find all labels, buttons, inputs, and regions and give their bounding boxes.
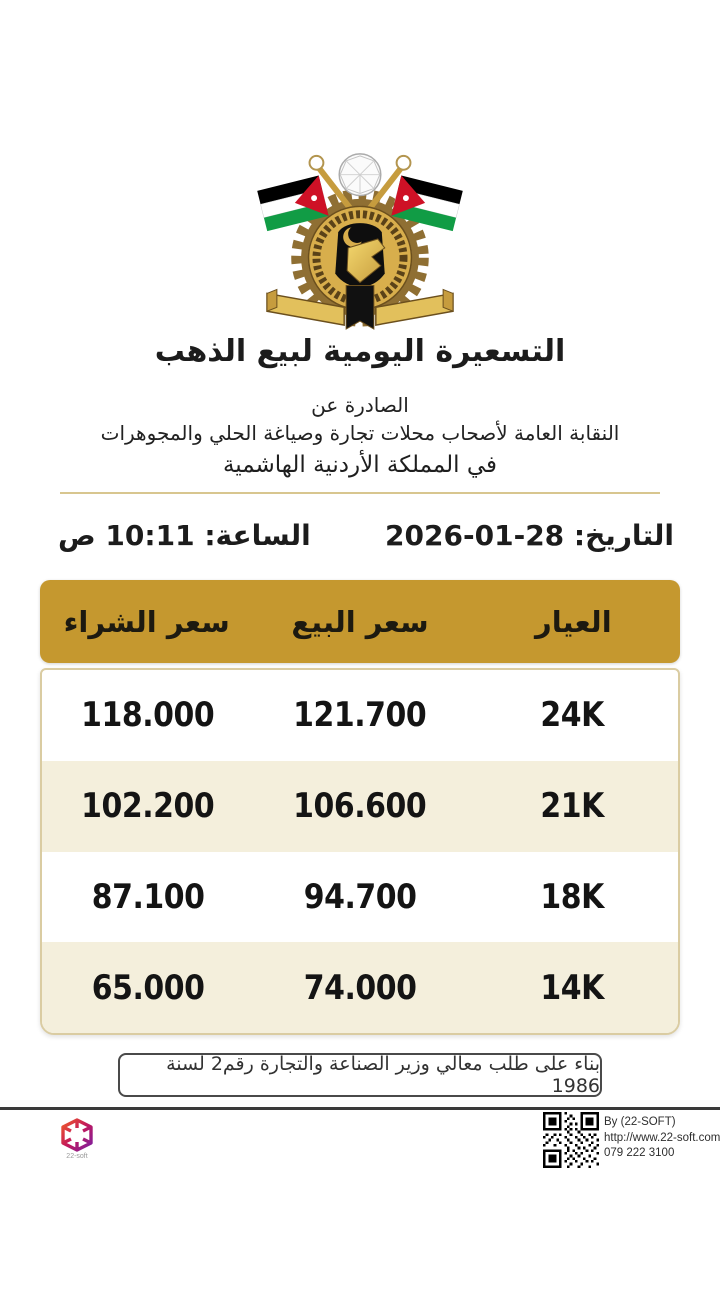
issuer-name: النقابة العامة لأصحاب محلات تجارة وصياغة الحلي والمجوهرات [100, 421, 620, 445]
country-line: في المملكة الأردنية الهاشمية [222, 452, 498, 478]
column-header-karat: العيار [535, 604, 612, 639]
22soft-logo-caption: 22-soft [66, 1153, 88, 1160]
date-value [385, 519, 674, 552]
karat-cell: 14K [540, 967, 604, 1008]
column-header-sell: سعر البيع [291, 604, 429, 639]
table-row-24k [42, 670, 678, 761]
sell-price-cell: 106.600 [293, 786, 427, 827]
price-table-body [40, 668, 680, 1035]
sell-price-cell: 94.700 [303, 876, 417, 917]
karat-cell: 21K [540, 786, 604, 827]
table-row-14k [42, 942, 678, 1033]
page-title: التسعيرة اليومية لبيع الذهب [154, 334, 566, 369]
syndicate-emblem-icon [252, 145, 468, 333]
sell-price-cell: 74.000 [303, 967, 417, 1008]
table-row-18k [42, 852, 678, 943]
date-label: التاريخ: [573, 518, 674, 552]
footer-credits [604, 1115, 720, 1162]
buy-price-cell: 118.000 [81, 695, 215, 736]
issued-by-label: الصادرة عن [311, 393, 409, 417]
footer-by: By (22-SOFT) [604, 1116, 676, 1128]
footer-phone: 079 222 3100 [604, 1147, 675, 1159]
price-table-header [40, 580, 680, 663]
footer-url: http://www.22-soft.com [604, 1131, 720, 1144]
time-value [58, 519, 311, 552]
table-row-21k [42, 761, 678, 852]
date-time-row [40, 512, 680, 558]
buy-price-cell: 87.100 [91, 876, 205, 917]
karat-cell: 18K [540, 876, 604, 917]
column-header-buy: سعر الشراء [63, 604, 230, 639]
divider [60, 492, 660, 494]
qr-code-icon [543, 1112, 599, 1168]
buy-price-cell: 65.000 [91, 967, 205, 1008]
legal-note [118, 1053, 602, 1097]
legal-note-text: بناء على طلب معالي وزير الصناعة والتجارة رقم2 لسنة 1986 [166, 1053, 600, 1097]
buy-price-cell: 102.200 [81, 786, 215, 827]
footer-divider [0, 1107, 720, 1110]
22soft-cube-logo-icon [58, 1118, 96, 1152]
karat-cell: 24K [540, 695, 604, 736]
sell-price-cell: 121.700 [293, 695, 427, 736]
date-text: 28-01-2026 [385, 518, 565, 552]
time-label: الساعة: [204, 518, 311, 552]
time-text: 10:11 ص [58, 518, 195, 552]
